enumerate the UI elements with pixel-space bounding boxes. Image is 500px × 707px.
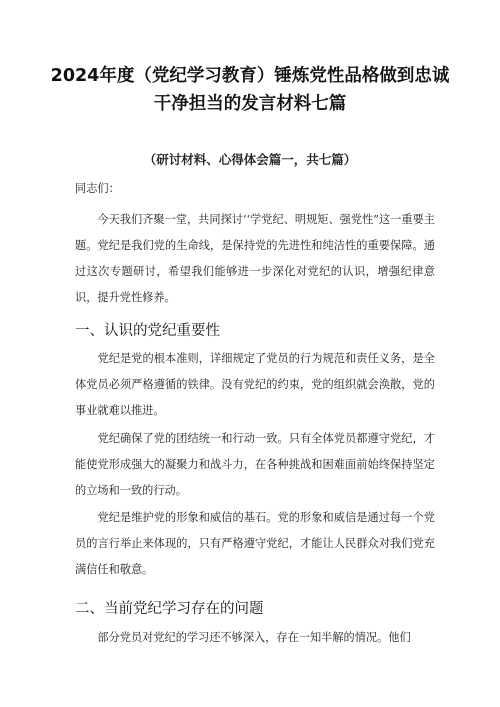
salutation: 同志们： xyxy=(75,182,120,195)
document-subtitle: （研讨材料、心得体会篇一，共七篇） xyxy=(143,152,357,167)
section1-heading: 一、认识的党纪重要性 xyxy=(75,323,220,339)
section1-paragraph3: 党纪是维护党的形象和威信的基石。党的形象和威信是通过每一个党员的言行举止来体现的，只有严格遵守党纪，才能让人民群众对我们党充满信任和敬意。 xyxy=(75,511,435,576)
intro-paragraph: 今天我们齐聚一堂，共同探讨‘‘学党纪、明规矩、强党性”这一重要主题。党纪是我们党的生命线，是保持党的先进性和纯洁性的重要保障。通过这次专题研讨，希望我们能够进一步深化对党纪的认识，增强纪律意识，提升党性修养。 xyxy=(75,213,435,304)
section2-heading: 二、当前党纪学习存在的问题 xyxy=(75,601,264,617)
document-title-line1: 2024年度（党纪学习教育）锤炼党性品格做到忠诚 xyxy=(50,66,450,86)
section1-paragraph1: 党纪是党的根本准则，详细规定了党员的行为规范和责任义务，是全体党员必须严格遵循的铁律。没有党纪的约束，党的组织就会涣散，党的事业就难以推进。 xyxy=(75,352,435,417)
section2-paragraph1: 部分党员对党纪的学习还不够深入，存在一知半解的情况。他们 xyxy=(75,631,411,644)
document-title-line2: 干净担当的发言材料七篇 xyxy=(153,94,347,114)
section1-paragraph2: 党纪确保了党的团结统一和行动一致。只有全体党员都遵守党纪，才能使党形成强大的凝聚力和战斗力，在各种挑战和困难面前始终保持坚定的立场和一致的行动。 xyxy=(75,432,435,497)
